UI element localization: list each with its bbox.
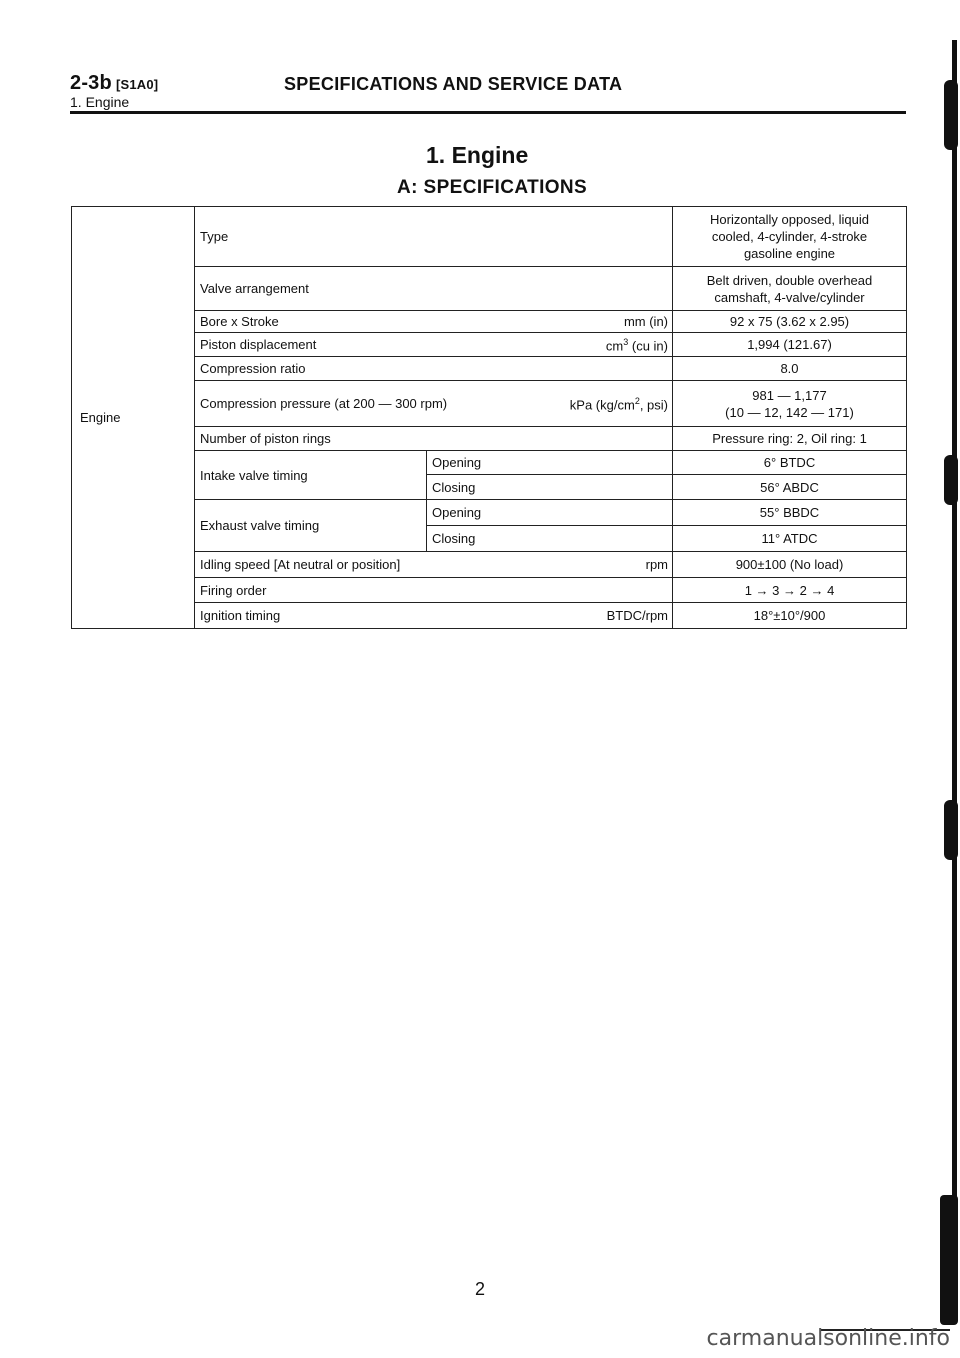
row-unit-idle: rpm bbox=[427, 552, 673, 578]
row-value-bore: 92 x 75 (3.62 x 2.95) bbox=[673, 311, 907, 333]
table-row bbox=[72, 500, 907, 526]
table-row bbox=[72, 207, 907, 267]
page-header-title: SPECIFICATIONS AND SERVICE DATA bbox=[284, 74, 623, 94]
row-label-ignition: Ignition timing bbox=[195, 603, 427, 629]
scan-edge-mark bbox=[944, 80, 958, 150]
row-label-compression-ratio: Compression ratio bbox=[195, 357, 673, 381]
row-unit-bore: mm (in) bbox=[427, 311, 673, 333]
table-row bbox=[72, 333, 907, 357]
row-value-intake-closing: 56° ABDC bbox=[673, 475, 907, 500]
row-value-firing: 1 → 3 → 2 → 4 bbox=[673, 578, 907, 603]
group-label-engine: Engine bbox=[72, 207, 195, 629]
scan-edge-bar bbox=[952, 40, 957, 1320]
spec-table bbox=[71, 206, 907, 629]
row-label-exhaust: Exhaust valve timing bbox=[195, 500, 427, 552]
scan-edge-mark bbox=[944, 455, 958, 505]
watermark: carmanualsonline.info bbox=[706, 1326, 950, 1351]
row-value-type: Horizontally opposed, liquid cooled, 4-cylinder, 4-stroke gasoline engine bbox=[673, 207, 907, 267]
row-value-compression-pressure: 981 — 1,177 (10 — 12, 142 — 171) bbox=[673, 381, 907, 427]
section-subtitle: 1. Engine bbox=[70, 94, 130, 110]
row-unit-displacement: $cm^3$ (cu in) bbox=[427, 333, 673, 357]
table-row bbox=[72, 381, 907, 427]
row-unit-compression-pressure: kPa ($kg/cm^2$, psi) bbox=[427, 381, 673, 427]
table-row bbox=[72, 552, 907, 578]
row-label-rings: Number of piston rings bbox=[195, 427, 673, 451]
row-sublabel-exhaust-opening: Opening bbox=[427, 500, 673, 526]
row-label-compression-pressure: Compression pressure (at 200 — 300 rpm) bbox=[195, 381, 427, 427]
table-row bbox=[72, 357, 907, 381]
scan-edge-mark bbox=[944, 800, 958, 860]
table-row bbox=[72, 578, 907, 603]
row-sublabel-exhaust-closing: Closing bbox=[427, 526, 673, 552]
table-row bbox=[72, 311, 907, 333]
table-row bbox=[72, 603, 907, 629]
row-value-compression-ratio: 8.0 bbox=[673, 357, 907, 381]
row-value-intake-opening: 6° BTDC bbox=[673, 451, 907, 475]
row-label-intake: Intake valve timing bbox=[195, 451, 427, 500]
chapter-heading: 1. Engine bbox=[426, 142, 529, 168]
row-label-displacement: Piston displacement bbox=[195, 333, 427, 357]
row-value-valve: Belt driven, double overhead camshaft, 4-valve/cylinder bbox=[673, 267, 907, 311]
table-row bbox=[72, 451, 907, 475]
row-label-type: Type bbox=[195, 207, 673, 267]
row-label-bore: Bore x Stroke bbox=[195, 311, 427, 333]
row-value-exhaust-closing: 11° ATDC bbox=[673, 526, 907, 552]
page-number: 2 bbox=[474, 1279, 485, 1299]
table-row bbox=[72, 267, 907, 311]
row-value-rings: Pressure ring: 2, Oil ring: 1 bbox=[673, 427, 907, 451]
row-label-firing: Firing order bbox=[195, 578, 673, 603]
row-label-idle: Idling speed [At neutral or position] bbox=[195, 552, 427, 578]
row-label-valve: Valve arrangement bbox=[195, 267, 673, 311]
section-code: 2-3b [S1A0] bbox=[70, 72, 159, 94]
section-tag: [S1A0] bbox=[115, 77, 159, 92]
row-value-exhaust-opening: 55° BBDC bbox=[673, 500, 907, 526]
row-value-idle: 900±100 (No load) bbox=[673, 552, 907, 578]
section-heading: A: SPECIFICATIONS bbox=[397, 177, 588, 198]
row-value-displacement: 1,994 (121.67) bbox=[673, 333, 907, 357]
header-rule bbox=[70, 111, 906, 114]
row-sublabel-intake-opening: Opening bbox=[427, 451, 673, 475]
table-row bbox=[72, 427, 907, 451]
row-sublabel-intake-closing: Closing bbox=[427, 475, 673, 500]
row-unit-ignition: BTDC/rpm bbox=[427, 603, 673, 629]
scan-edge-mark bbox=[940, 1195, 958, 1325]
row-value-ignition: 18°±10°/900 bbox=[673, 603, 907, 629]
